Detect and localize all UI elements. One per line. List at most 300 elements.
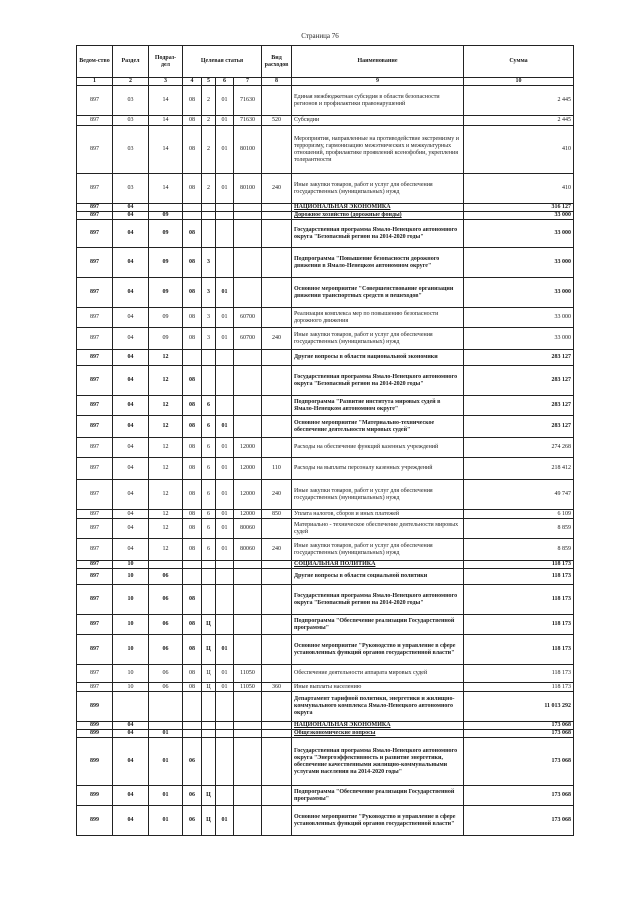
- event-cell: 01: [216, 539, 234, 561]
- sum-cell: 173 068: [464, 722, 574, 730]
- direction-cell: [234, 569, 262, 585]
- podrazdel-cell: 12: [149, 396, 183, 416]
- column-number: 2: [113, 78, 149, 86]
- vedomstvo-cell: 897: [77, 615, 113, 635]
- expense-type-cell: [262, 396, 292, 416]
- subprogram-cell: Ц: [202, 683, 216, 692]
- podrazdel-cell: 09: [149, 248, 183, 278]
- vedomstvo-cell: 897: [77, 561, 113, 569]
- expense-type-cell: [262, 786, 292, 806]
- direction-cell: 80060: [234, 519, 262, 539]
- expense-type-cell: [262, 248, 292, 278]
- sum-cell: 410: [464, 126, 574, 174]
- vedomstvo-cell: 897: [77, 480, 113, 510]
- direction-cell: [234, 212, 262, 220]
- table-row: [77, 366, 574, 396]
- table-row: [77, 665, 574, 683]
- event-cell: 01: [216, 278, 234, 308]
- program-cell: 08: [183, 665, 202, 683]
- razdel-cell: 10: [113, 569, 149, 585]
- direction-cell: 11050: [234, 665, 262, 683]
- subprogram-cell: 3: [202, 278, 216, 308]
- podrazdel-cell: 09: [149, 308, 183, 328]
- razdel-cell: 04: [113, 519, 149, 539]
- vedomstvo-cell: 899: [77, 730, 113, 738]
- table-row: [77, 116, 574, 126]
- event-cell: [216, 692, 234, 722]
- table-row: [77, 615, 574, 635]
- budget-table: [76, 45, 574, 836]
- direction-cell: [234, 366, 262, 396]
- event-cell: [216, 220, 234, 248]
- name-cell: Основное мероприятие "Материально-техническое обеспечение деятельности мировых судей": [292, 416, 464, 438]
- podrazdel-cell: 09: [149, 212, 183, 220]
- table-row: [77, 212, 574, 220]
- subprogram-cell: [202, 350, 216, 366]
- expense-type-cell: 240: [262, 539, 292, 561]
- name-cell: Другие вопросы в области социальной политики: [292, 569, 464, 585]
- sum-cell: 118 173: [464, 615, 574, 635]
- podrazdel-cell: 14: [149, 86, 183, 116]
- direction-cell: 12000: [234, 480, 262, 510]
- podrazdel-cell: 06: [149, 665, 183, 683]
- page-number: Страница 76: [301, 32, 339, 40]
- event-cell: [216, 396, 234, 416]
- program-cell: 08: [183, 248, 202, 278]
- table-row: [77, 308, 574, 328]
- subprogram-cell: Ц: [202, 635, 216, 665]
- program-cell: 08: [183, 126, 202, 174]
- vedomstvo-cell: 897: [77, 220, 113, 248]
- name-cell: Основное мероприятие "Руководство и управление в сфере установленных функций органов государственной власти": [292, 806, 464, 836]
- sum-cell: 316 127: [464, 204, 574, 212]
- header-sum: Сумма: [464, 46, 574, 78]
- expense-type-cell: [262, 416, 292, 438]
- vedomstvo-cell: 897: [77, 174, 113, 204]
- event-cell: [216, 730, 234, 738]
- name-cell: Иные выплаты населению: [292, 683, 464, 692]
- name-cell: Иные закупки товаров, работ и услуг для обеспечения государственных (муниципальных) нужд: [292, 328, 464, 350]
- table-row: [77, 519, 574, 539]
- event-cell: 01: [216, 480, 234, 510]
- header-expense-type: Вид расходов: [262, 46, 292, 78]
- vedomstvo-cell: 897: [77, 539, 113, 561]
- podrazdel-cell: [149, 692, 183, 722]
- program-cell: 08: [183, 635, 202, 665]
- vedomstvo-cell: 897: [77, 116, 113, 126]
- expense-type-cell: [262, 220, 292, 248]
- header-podrazdel: Подраз-дел: [149, 46, 183, 78]
- direction-cell: 71630: [234, 116, 262, 126]
- name-cell: Общеэкономические вопросы: [292, 730, 464, 738]
- table-row: [77, 510, 574, 519]
- razdel-cell: 03: [113, 116, 149, 126]
- name-cell: Подпрограмма "Обеспечение реализации Государственной программы": [292, 615, 464, 635]
- podrazdel-cell: 01: [149, 786, 183, 806]
- event-cell: 01: [216, 438, 234, 458]
- program-cell: 08: [183, 86, 202, 116]
- program-cell: [183, 561, 202, 569]
- name-cell: Расходы на обеспечение функций казенных учреждений: [292, 438, 464, 458]
- razdel-cell: 04: [113, 738, 149, 786]
- subprogram-cell: Ц: [202, 786, 216, 806]
- program-cell: 08: [183, 585, 202, 615]
- name-cell: СОЦИАЛЬНАЯ ПОЛИТИКА: [292, 561, 464, 569]
- program-cell: 08: [183, 174, 202, 204]
- event-cell: [216, 569, 234, 585]
- event-cell: 01: [216, 328, 234, 350]
- sum-cell: 49 747: [464, 480, 574, 510]
- sum-cell: 283 127: [464, 350, 574, 366]
- podrazdel-cell: 12: [149, 438, 183, 458]
- table-row: [77, 480, 574, 510]
- subprogram-cell: 3: [202, 248, 216, 278]
- razdel-cell: 10: [113, 615, 149, 635]
- podrazdel-cell: 06: [149, 615, 183, 635]
- name-cell: Иные закупки товаров, работ и услуг для обеспечения государственных (муниципальных) нужд: [292, 480, 464, 510]
- razdel-cell: 04: [113, 722, 149, 730]
- subprogram-cell: 2: [202, 174, 216, 204]
- program-cell: 08: [183, 116, 202, 126]
- name-cell: Расходы на выплаты персоналу казенных учреждений: [292, 458, 464, 480]
- subprogram-cell: 3: [202, 308, 216, 328]
- name-cell: Государственная программа Ямало-Ненецкого автономного округа "Энергоэффективность и развитие энергетики, обеспечение качественными жилищно-коммунальными услугами населения на 2014-2020 годы": [292, 738, 464, 786]
- vedomstvo-cell: 897: [77, 126, 113, 174]
- event-cell: [216, 204, 234, 212]
- sum-cell: 118 173: [464, 683, 574, 692]
- table-row: [77, 458, 574, 480]
- razdel-cell: 04: [113, 328, 149, 350]
- event-cell: 01: [216, 174, 234, 204]
- name-cell: Иные закупки товаров, работ и услуг для обеспечения государственных (муниципальных) нужд: [292, 174, 464, 204]
- expense-type-cell: [262, 366, 292, 396]
- table-row: [77, 174, 574, 204]
- program-cell: 08: [183, 519, 202, 539]
- razdel-cell: 04: [113, 730, 149, 738]
- column-number: 9: [292, 78, 464, 86]
- razdel-cell: 03: [113, 86, 149, 116]
- header-row: [77, 46, 574, 78]
- direction-cell: 80100: [234, 126, 262, 174]
- header-razdel: Раздел: [113, 46, 149, 78]
- program-cell: [183, 212, 202, 220]
- podrazdel-cell: 14: [149, 174, 183, 204]
- subprogram-cell: 6: [202, 519, 216, 539]
- name-cell: Основное мероприятие "Руководство и управление в сфере установленных функций органов государственной власти": [292, 635, 464, 665]
- vedomstvo-cell: 897: [77, 416, 113, 438]
- expense-type-cell: 110: [262, 458, 292, 480]
- table-row: [77, 561, 574, 569]
- podrazdel-cell: [149, 722, 183, 730]
- direction-cell: [234, 416, 262, 438]
- table-row: [77, 396, 574, 416]
- table-row: [77, 585, 574, 615]
- vedomstvo-cell: 897: [77, 510, 113, 519]
- podrazdel-cell: 12: [149, 416, 183, 438]
- table-row: [77, 569, 574, 585]
- direction-cell: 60700: [234, 308, 262, 328]
- sum-cell: 33 000: [464, 308, 574, 328]
- direction-cell: [234, 350, 262, 366]
- event-cell: 01: [216, 116, 234, 126]
- expense-type-cell: [262, 212, 292, 220]
- name-cell: Уплата налогов, сборов и иных платежей: [292, 510, 464, 519]
- program-cell: 08: [183, 480, 202, 510]
- expense-type-cell: 520: [262, 116, 292, 126]
- sum-cell: 118 173: [464, 665, 574, 683]
- razdel-cell: 04: [113, 308, 149, 328]
- direction-cell: [234, 692, 262, 722]
- podrazdel-cell: 12: [149, 510, 183, 519]
- table-row: [77, 539, 574, 561]
- name-cell: Подпрограмма "Обеспечение реализации Государственной программы": [292, 786, 464, 806]
- vedomstvo-cell: 897: [77, 308, 113, 328]
- podrazdel-cell: 12: [149, 350, 183, 366]
- razdel-cell: 04: [113, 510, 149, 519]
- direction-cell: 60700: [234, 328, 262, 350]
- event-cell: 01: [216, 126, 234, 174]
- event-cell: [216, 350, 234, 366]
- name-cell: Подпрограмма "Повышение безопасности дорожного движения в Ямало-Ненецком автономном округе": [292, 248, 464, 278]
- podrazdel-cell: 09: [149, 278, 183, 308]
- vedomstvo-cell: 897: [77, 683, 113, 692]
- name-cell: Материально - техническое обеспечение деятельности мировых судей: [292, 519, 464, 539]
- podrazdel-cell: 12: [149, 458, 183, 480]
- vedomstvo-cell: 897: [77, 350, 113, 366]
- razdel-cell: 10: [113, 561, 149, 569]
- name-cell: Субсидии: [292, 116, 464, 126]
- subprogram-cell: 3: [202, 328, 216, 350]
- event-cell: 01: [216, 665, 234, 683]
- column-number: 10: [464, 78, 574, 86]
- sum-cell: 173 068: [464, 730, 574, 738]
- expense-type-cell: [262, 738, 292, 786]
- direction-cell: [234, 220, 262, 248]
- table-row: [77, 350, 574, 366]
- subprogram-cell: Ц: [202, 615, 216, 635]
- podrazdel-cell: 09: [149, 328, 183, 350]
- column-number-row: [77, 78, 574, 86]
- event-cell: 01: [216, 519, 234, 539]
- vedomstvo-cell: 897: [77, 396, 113, 416]
- vedomstvo-cell: 897: [77, 278, 113, 308]
- name-cell: Государственная программа Ямало-Ненецкого автономного округа "Безопасный регион на 2014-2020 годы": [292, 220, 464, 248]
- program-cell: 08: [183, 278, 202, 308]
- vedomstvo-cell: 899: [77, 692, 113, 722]
- table-row: [77, 278, 574, 308]
- razdel-cell: 04: [113, 204, 149, 212]
- subprogram-cell: 2: [202, 126, 216, 174]
- table-row: [77, 416, 574, 438]
- expense-type-cell: [262, 438, 292, 458]
- subprogram-cell: Ц: [202, 806, 216, 836]
- razdel-cell: 10: [113, 585, 149, 615]
- expense-type-cell: [262, 519, 292, 539]
- name-cell: Другие вопросы в области национальной экономики: [292, 350, 464, 366]
- table-row: [77, 635, 574, 665]
- vedomstvo-cell: 899: [77, 806, 113, 836]
- table-row: [77, 204, 574, 212]
- direction-cell: [234, 786, 262, 806]
- direction-cell: [234, 248, 262, 278]
- name-cell: Дорожное хозяйство (дорожные фонды): [292, 212, 464, 220]
- direction-cell: [234, 278, 262, 308]
- razdel-cell: 04: [113, 278, 149, 308]
- razdel-cell: 04: [113, 786, 149, 806]
- vedomstvo-cell: 897: [77, 665, 113, 683]
- column-number: 1: [77, 78, 113, 86]
- subprogram-cell: [202, 569, 216, 585]
- direction-cell: 71630: [234, 86, 262, 116]
- event-cell: [216, 212, 234, 220]
- subprogram-cell: Ц: [202, 665, 216, 683]
- expense-type-cell: [262, 561, 292, 569]
- program-cell: 08: [183, 220, 202, 248]
- table-row: [77, 248, 574, 278]
- table-row: [77, 683, 574, 692]
- podrazdel-cell: 06: [149, 635, 183, 665]
- razdel-cell: 04: [113, 480, 149, 510]
- name-cell: НАЦИОНАЛЬНАЯ ЭКОНОМИКА: [292, 722, 464, 730]
- sum-cell: 410: [464, 174, 574, 204]
- header-vedomstvo: Ведом-ство: [77, 46, 113, 78]
- sum-cell: 173 068: [464, 786, 574, 806]
- program-cell: 08: [183, 366, 202, 396]
- table-row: [77, 126, 574, 174]
- subprogram-cell: [202, 366, 216, 396]
- table-row: [77, 438, 574, 458]
- podrazdel-cell: 01: [149, 730, 183, 738]
- razdel-cell: 04: [113, 416, 149, 438]
- razdel-cell: 03: [113, 174, 149, 204]
- sum-cell: 118 173: [464, 635, 574, 665]
- event-cell: [216, 561, 234, 569]
- subprogram-cell: 2: [202, 116, 216, 126]
- expense-type-cell: [262, 350, 292, 366]
- program-cell: 08: [183, 683, 202, 692]
- direction-cell: [234, 806, 262, 836]
- table-row: [77, 806, 574, 836]
- vedomstvo-cell: 897: [77, 204, 113, 212]
- podrazdel-cell: [149, 204, 183, 212]
- expense-type-cell: [262, 585, 292, 615]
- sum-cell: 173 068: [464, 806, 574, 836]
- subprogram-cell: [202, 220, 216, 248]
- header-name: Наименование: [292, 46, 464, 78]
- podrazdel-cell: 12: [149, 480, 183, 510]
- program-cell: 08: [183, 396, 202, 416]
- name-cell: Государственная программа Ямало-Ненецкого автономного округа "Безопасный регион на 2014-2020 годы": [292, 366, 464, 396]
- expense-type-cell: [262, 730, 292, 738]
- podrazdel-cell: 14: [149, 126, 183, 174]
- subprogram-cell: 6: [202, 416, 216, 438]
- vedomstvo-cell: 897: [77, 248, 113, 278]
- direction-cell: [234, 396, 262, 416]
- subprogram-cell: 6: [202, 480, 216, 510]
- event-cell: 01: [216, 308, 234, 328]
- event-cell: 01: [216, 683, 234, 692]
- vedomstvo-cell: 897: [77, 366, 113, 396]
- column-number: 6: [216, 78, 234, 86]
- name-cell: Единая межбюджетная субсидия в области безопасности регионов и профилактики правонарушений: [292, 86, 464, 116]
- event-cell: 01: [216, 458, 234, 480]
- vedomstvo-cell: 897: [77, 438, 113, 458]
- vedomstvo-cell: 897: [77, 635, 113, 665]
- program-cell: [183, 569, 202, 585]
- program-cell: 08: [183, 328, 202, 350]
- name-cell: Реализация комплекса мер по повышению безопасности дорожного движения: [292, 308, 464, 328]
- sum-cell: 33 000: [464, 328, 574, 350]
- razdel-cell: 04: [113, 212, 149, 220]
- direction-cell: [234, 722, 262, 730]
- sum-cell: 218 412: [464, 458, 574, 480]
- expense-type-cell: [262, 722, 292, 730]
- subprogram-cell: [202, 212, 216, 220]
- razdel-cell: 04: [113, 350, 149, 366]
- program-cell: 08: [183, 510, 202, 519]
- column-number: 7: [234, 78, 262, 86]
- event-cell: [216, 722, 234, 730]
- podrazdel-cell: 06: [149, 569, 183, 585]
- expense-type-cell: [262, 204, 292, 212]
- direction-cell: 80060: [234, 539, 262, 561]
- program-cell: 06: [183, 738, 202, 786]
- sum-cell: 118 173: [464, 569, 574, 585]
- direction-cell: [234, 730, 262, 738]
- vedomstvo-cell: 897: [77, 519, 113, 539]
- expense-type-cell: [262, 308, 292, 328]
- sum-cell: 33 000: [464, 248, 574, 278]
- name-cell: Основное мероприятие "Совершенствование организации движения транспортных средств и пешеходов": [292, 278, 464, 308]
- direction-cell: 12000: [234, 458, 262, 480]
- name-cell: Обеспечение деятельности аппарата мировых судей: [292, 665, 464, 683]
- podrazdel-cell: 09: [149, 220, 183, 248]
- direction-cell: 12000: [234, 510, 262, 519]
- subprogram-cell: [202, 585, 216, 615]
- vedomstvo-cell: 897: [77, 86, 113, 116]
- expense-type-cell: 240: [262, 328, 292, 350]
- program-cell: 06: [183, 806, 202, 836]
- expense-type-cell: [262, 665, 292, 683]
- razdel-cell: 04: [113, 396, 149, 416]
- table-row: [77, 738, 574, 786]
- name-cell: Мероприятия, направленные на противодействие экстремизму и терроризму, гармонизацию межэтнических и межкультурных отношений, профилактике проявлений ксенофобии, укрепления толерантности: [292, 126, 464, 174]
- program-cell: 08: [183, 458, 202, 480]
- razdel-cell: 10: [113, 665, 149, 683]
- program-cell: [183, 730, 202, 738]
- table-row: [77, 786, 574, 806]
- expense-type-cell: 850: [262, 510, 292, 519]
- vedomstvo-cell: 899: [77, 786, 113, 806]
- event-cell: 01: [216, 86, 234, 116]
- expense-type-cell: [262, 126, 292, 174]
- direction-cell: [234, 738, 262, 786]
- event-cell: 01: [216, 510, 234, 519]
- podrazdel-cell: 12: [149, 366, 183, 396]
- vedomstvo-cell: 897: [77, 585, 113, 615]
- event-cell: [216, 786, 234, 806]
- column-number: 4: [183, 78, 202, 86]
- sum-cell: 11 013 292: [464, 692, 574, 722]
- name-cell: Государственная программа Ямало-Ненецкого автономного округа "Безопасный регион на 2014-2020 годы": [292, 585, 464, 615]
- razdel-cell: 10: [113, 635, 149, 665]
- razdel-cell: 04: [113, 248, 149, 278]
- subprogram-cell: [202, 692, 216, 722]
- vedomstvo-cell: 899: [77, 738, 113, 786]
- direction-cell: 11050: [234, 683, 262, 692]
- table-row: [77, 220, 574, 248]
- name-cell: Департамент тарифной политики, энергетики и жилищно-коммунального комплекса Ямало-Ненецкого автономного округа: [292, 692, 464, 722]
